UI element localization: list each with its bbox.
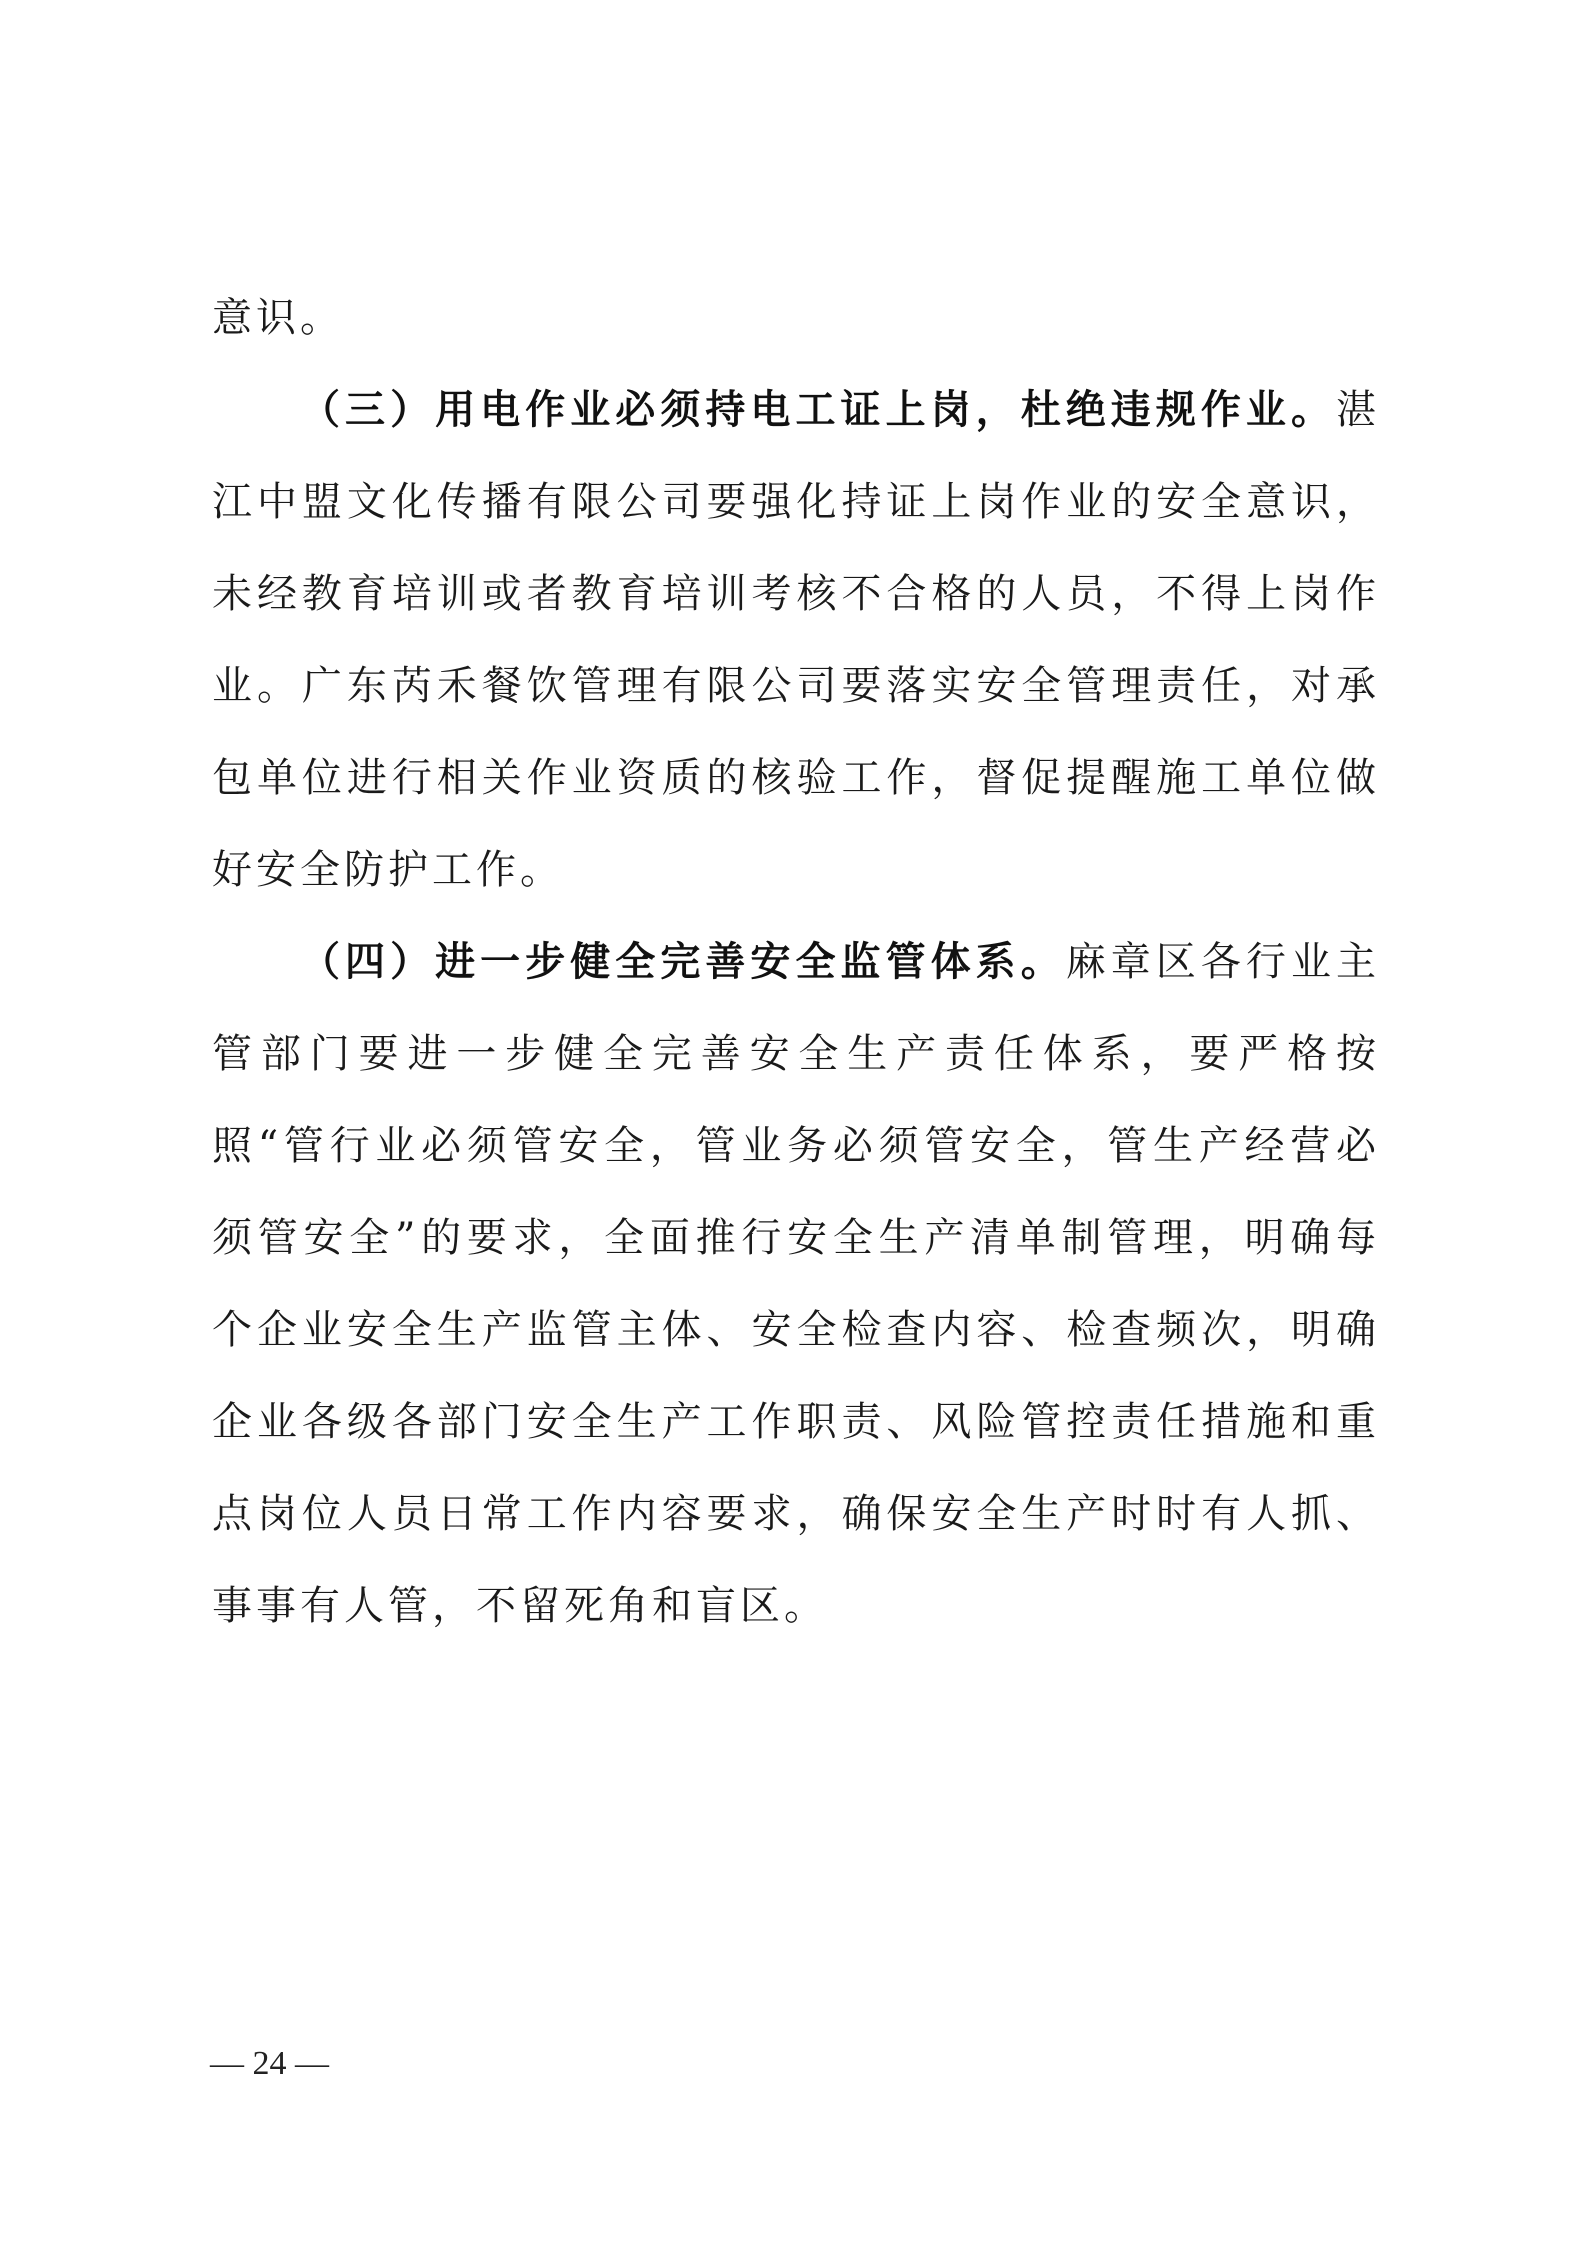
paragraph-text: 湛江中盟文化传播有限公司要强化持证上岗作业的安全意识，未经教育培训或者教育培训考核不合格的人员，不得上岗作业。广东芮禾餐饮管理有限公司要落实安全管理责任，对承包单位进行相关作业资质的核验工作，督促提醒施工单位做好安全防护工作。 <box>212 387 1380 893</box>
paragraph-text: 意识。 <box>212 295 344 341</box>
section-heading-3: （三）用电作业必须持电工证上岗，杜绝违规作业。 <box>300 386 1336 433</box>
section-heading-4: （四）进一步健全完善安全监管体系。 <box>300 938 1066 985</box>
paragraph-text: 麻章区各行业主管部门要进一步健全完善安全生产责任体系，要严格按照“管行业必须管安全，管业务必须管安全，管生产经营必须管安全”的要求，全面推行安全生产清单制管理，明确每个企业安全生产监管主体、安全检查内容、检查频次，明确企业各级各部门安全生产工作职责、风险管控责任措施和重点岗位人员日常工作内容要求，确保安全生产时时有人抓、事事有人管，不留死角和盲区。 <box>212 939 1381 1629</box>
document-body <box>212 272 1380 1652</box>
paragraph-section-3 <box>212 364 1380 916</box>
paragraph-section-4 <box>212 916 1380 1652</box>
paragraph-continuation <box>212 272 1380 364</box>
page-number: — 24 — <box>210 2045 329 2082</box>
